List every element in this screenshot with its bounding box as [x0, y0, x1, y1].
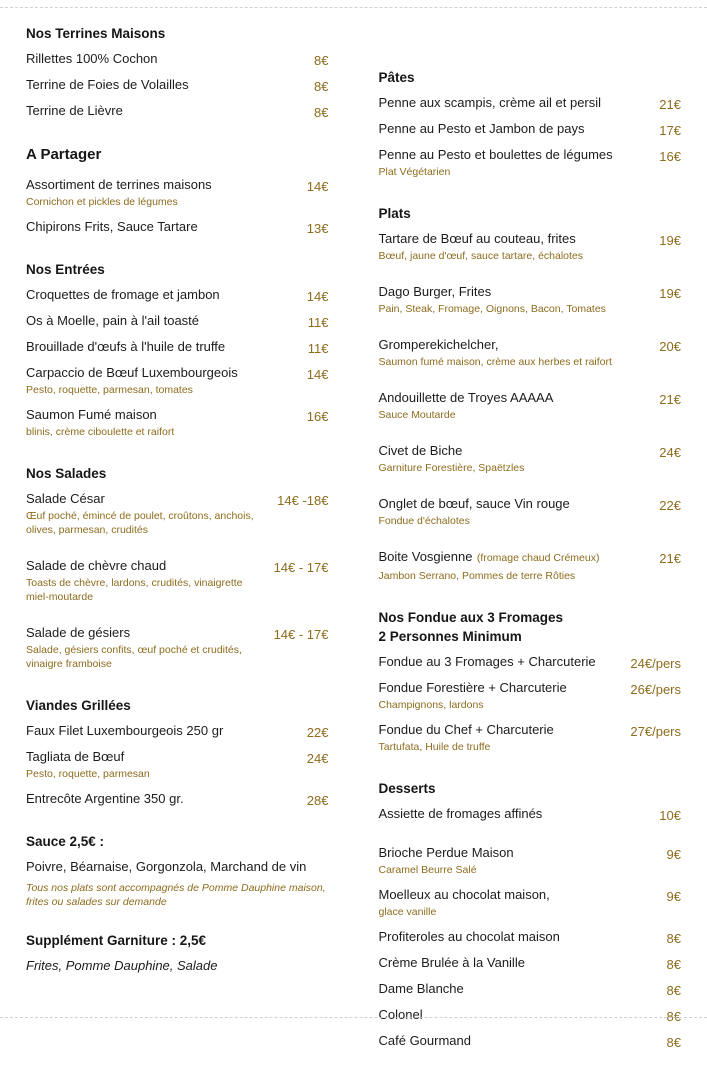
item-name: Chipirons Frits, Sauce Tartare [26, 219, 198, 234]
item-subtext: Tartufata, Huile de truffe [378, 741, 491, 753]
bottom-dashed-divider [0, 1017, 707, 1018]
menu-item-name-line [379, 804, 648, 823]
item-name: Tagliata de Bœuf [26, 749, 125, 764]
menu-item [379, 1005, 682, 1026]
item-name: Entrecôte Argentine 350 gr. [26, 791, 184, 806]
item-price: 22€ [659, 498, 681, 513]
menu-item-name-line [26, 175, 295, 194]
section-footnote: Tous nos plats sont accompagnés de Pomme Dauphine maison, frites ou salades sur demande [26, 882, 326, 908]
menu-item [379, 927, 682, 948]
item-subtext: Champignons, lardons [378, 699, 484, 711]
menu-item [379, 678, 682, 715]
menu-item-name-line [26, 217, 295, 236]
item-subtext: Pesto, roquette, parmesan, tomates [26, 384, 193, 396]
item-price: 8€ [666, 1009, 681, 1024]
item-subtext: Bœuf, jaune d'œuf, sauce tartare, échalotes [378, 250, 584, 262]
item-name: Moelleux au chocolat maison, [378, 887, 550, 902]
menu-item [379, 119, 682, 140]
menu-item-name-line [379, 388, 648, 407]
menu-item-main [26, 956, 329, 975]
menu-item [26, 311, 329, 332]
item-name: Café Gourmand [378, 1033, 471, 1048]
menu-item-name-line [379, 979, 655, 998]
menu-item [26, 721, 329, 742]
item-price: 10€ [659, 808, 681, 823]
item-subtext: Pain, Steak, Fromage, Oignons, Bacon, Tomates [378, 303, 606, 315]
menu-item-name-line [379, 843, 655, 862]
menu-item-main [379, 979, 667, 998]
item-name: Civet de Biche [378, 443, 463, 458]
item-subtext: Saumon fumé maison, crème aux herbes et raifort [378, 356, 612, 368]
menu-item-name-line [26, 956, 317, 975]
menu-item-name-line [26, 623, 262, 642]
menu-item [26, 337, 329, 358]
item-name: Saumon Fumé maison [26, 407, 157, 422]
item-price: 8€ [314, 79, 329, 94]
menu-item-name-line [26, 747, 295, 766]
menu-item-name-line [379, 119, 648, 138]
menu-item-name-line [379, 953, 655, 972]
item-name: Carpaccio de Bœuf Luxembourgeois [26, 365, 238, 380]
menu-item-main [379, 804, 660, 823]
item-subtext: Fondue d'échalotes [378, 515, 470, 527]
item-subtext: Jambon Serrano, Pommes de terre Rôties [378, 570, 576, 582]
menu-item-main [26, 747, 307, 784]
menu-item-name-line [379, 441, 648, 460]
item-price: 24€ [659, 445, 681, 460]
item-price: 8€ [666, 1035, 681, 1050]
item-price: 8€ [314, 53, 329, 68]
menu-item-main [26, 175, 307, 212]
item-price: 16€ [306, 409, 329, 424]
menu-item-main [379, 1031, 667, 1050]
item-price: 17€ [659, 123, 681, 138]
item-name: Gromperekichelcher, [378, 337, 499, 352]
section-title: Sauce 2,5€ : [26, 834, 105, 849]
menu-item-main [379, 441, 660, 478]
item-subtext: Plat Végétarien [378, 166, 451, 178]
menu-item-main [26, 789, 307, 808]
menu-item [26, 747, 329, 784]
item-price: 16€ [659, 149, 681, 164]
item-price: 19€ [659, 286, 681, 301]
item-price: 20€ [659, 339, 681, 354]
menu-item [26, 75, 329, 96]
menu-item [26, 285, 329, 306]
item-subtext: Cornichon et pickles de légumes [26, 196, 178, 208]
item-name: Brouillade d'œufs à l'huile de truffe [26, 339, 226, 354]
item-price: 14€ -18€ [277, 493, 329, 508]
item-name: Frites, Pomme Dauphine, Salade [26, 958, 218, 973]
item-name: Poivre, Béarnaise, Gorgonzola, Marchand de vin [26, 859, 307, 874]
item-price: 8€ [314, 105, 329, 120]
section-title: Nos Entrées [26, 262, 105, 277]
section-title: Nos Fondue aux 3 Fromages [378, 610, 564, 625]
item-price: 24€/pers [630, 656, 681, 671]
item-price: 19€ [659, 233, 681, 248]
menu-section [26, 26, 329, 122]
menu-item-main [26, 337, 308, 356]
menu-item-name-line [26, 489, 265, 508]
menu-item [26, 101, 329, 122]
menu-item [26, 49, 329, 70]
item-subtext: Garniture Forestière, Spaëtzles [378, 462, 525, 474]
menu-item [379, 804, 682, 825]
menu-item [379, 335, 682, 372]
menu-item-name-line [379, 678, 619, 697]
item-price: 24€ [306, 751, 329, 766]
item-name: Fondue du Chef + Charcuterie [378, 722, 554, 737]
menu-item [379, 720, 682, 757]
item-name: Brioche Perdue Maison [378, 845, 514, 860]
menu-item-main [379, 547, 660, 586]
menu-item [379, 979, 682, 1000]
menu-item-main [379, 335, 660, 372]
menu-item [26, 556, 329, 607]
menu-item-main [379, 1005, 667, 1024]
menu-item [26, 857, 329, 876]
menu-item [26, 175, 329, 212]
item-name: Fondue Forestière + Charcuterie [378, 680, 567, 695]
item-subtext: Salade, gésiers confits, œuf poché et crudités, vinaigre framboise [26, 644, 242, 670]
item-name: Andouillette de Troyes AAAAA [378, 390, 554, 405]
menu-item-name-line [26, 337, 296, 356]
section-title: Viandes Grillées [26, 698, 131, 713]
menu-item-main [26, 556, 274, 607]
section-title: Supplément Garniture : 2,5€ [26, 933, 207, 948]
item-name: Rillettes 100% Cochon [26, 51, 158, 66]
menu-item [379, 652, 682, 673]
menu-section [379, 610, 682, 757]
item-subtext: blinis, crème ciboulette et raifort [26, 426, 175, 438]
menu-item [379, 494, 682, 531]
menu-item-name-line [26, 556, 262, 575]
item-price: 8€ [666, 931, 681, 946]
item-price: 8€ [666, 983, 681, 998]
menu-item-main [26, 363, 307, 400]
item-price: 13€ [306, 221, 329, 236]
item-name: Os à Moelle, pain à l'ail toasté [26, 313, 200, 328]
menu-item-name-line [379, 494, 648, 513]
menu-item-main [26, 311, 308, 330]
menu-section [26, 698, 329, 810]
item-name: Fondue au 3 Fromages + Charcuterie [378, 654, 596, 669]
item-subtext: glace vanille [378, 906, 437, 918]
menu-item-main [379, 93, 660, 112]
menu-item [26, 363, 329, 400]
menu-section [379, 206, 682, 586]
menu-item [379, 441, 682, 478]
menu-item [379, 1031, 682, 1052]
item-price: 14€ - 17€ [273, 560, 329, 575]
menu-item-name-line [379, 547, 648, 568]
menu-item-name-line [379, 335, 648, 354]
menu-item [26, 623, 329, 674]
item-name: Croquettes de fromage et jambon [26, 287, 220, 302]
menu-item [379, 843, 682, 880]
menu-section [26, 262, 329, 442]
menu-item-name-line [379, 1031, 655, 1050]
section-title: Pâtes [378, 70, 415, 85]
menu-item-name-line [26, 75, 302, 94]
menu-item [379, 953, 682, 974]
item-price: 9€ [666, 889, 681, 904]
item-price: 26€/pers [630, 682, 681, 697]
menu-item-main [379, 678, 631, 715]
item-name: Faux Filet Luxembourgeois 250 gr [26, 723, 224, 738]
item-subtext: Pesto, roquette, parmesan [26, 768, 150, 780]
menu-item-name-line [26, 857, 317, 876]
menu-item-main [26, 623, 274, 674]
menu-item-name-line [26, 405, 295, 424]
item-price: 8€ [666, 957, 681, 972]
menu-item-main [379, 119, 660, 138]
item-name: Terrine de Lièvre [26, 103, 123, 118]
item-name: Dame Blanche [378, 981, 464, 996]
menu-section [26, 466, 329, 674]
item-name: Assortiment de terrines maisons [26, 177, 212, 192]
menu-item-main [379, 388, 660, 425]
menu-section [379, 781, 682, 1052]
menu-item [26, 489, 329, 540]
menu-item-main [26, 101, 314, 120]
menu-item-name-line [26, 285, 295, 304]
menu-item-main [379, 843, 667, 880]
menu-item-name-line [26, 311, 296, 330]
menu-item [26, 217, 329, 238]
item-price: 14€ [306, 179, 329, 194]
item-price: 14€ - 17€ [273, 627, 329, 642]
item-price: 27€/pers [630, 724, 681, 739]
item-name: Tartare de Bœuf au couteau, frites [378, 231, 576, 246]
top-dashed-divider [0, 7, 707, 8]
menu-item-main [26, 75, 314, 94]
item-subtext: Sauce Moutarde [378, 409, 456, 421]
menu-item-main [26, 489, 277, 540]
menu-column [26, 26, 329, 1076]
item-price: 11€ [307, 315, 329, 330]
section-title: Desserts [378, 781, 436, 796]
menu-item [379, 547, 682, 586]
menu-item-name-line [379, 720, 619, 739]
item-name: Penne au Pesto et Jambon de pays [378, 121, 585, 136]
item-name: Penne aux scampis, crème ail et persil [378, 95, 602, 110]
menu-item-main [26, 721, 307, 740]
menu-item [26, 956, 329, 975]
item-name: Onglet de bœuf, sauce Vin rouge [378, 496, 570, 511]
menu-item-main [26, 857, 329, 876]
menu-item-main [26, 285, 307, 304]
item-price: 28€ [306, 793, 329, 808]
section-title: Nos Salades [26, 466, 107, 481]
item-name: Colonel [378, 1007, 423, 1022]
menu-item [379, 282, 682, 319]
item-price: 21€ [659, 392, 681, 407]
menu-item [26, 789, 329, 810]
menu-item-name-line [379, 652, 619, 671]
menu-item-name-line [379, 282, 648, 301]
menu-item-name-line [379, 145, 648, 164]
item-name: Salade de chèvre chaud [26, 558, 167, 573]
item-price: 22€ [306, 725, 329, 740]
menu-item-name-line [379, 229, 648, 248]
menu-section [26, 146, 329, 238]
item-price: 14€ [306, 289, 329, 304]
menu-item-name-line [379, 927, 655, 946]
menu-item [379, 388, 682, 425]
item-price: 14€ [306, 367, 329, 382]
menu-item-main [26, 217, 307, 236]
item-subtext: Caramel Beurre Salé [378, 864, 477, 876]
section-title: Plats [378, 206, 411, 221]
menu-item-name-line [379, 885, 655, 904]
item-price: 9€ [666, 847, 681, 862]
menu-item-main [379, 229, 660, 266]
menu-item-name-line [26, 101, 302, 120]
item-name: Crème Brulée à la Vanille [378, 955, 525, 970]
item-name: Salade de gésiers [26, 625, 131, 640]
item-price: 21€ [659, 97, 681, 112]
section-title: A Partager [26, 146, 102, 163]
section-subtitle: 2 Personnes Minimum [378, 629, 522, 644]
menu-item [26, 405, 329, 442]
menu-item-name-line [26, 49, 302, 68]
menu-item-name-line [379, 1005, 655, 1024]
menu-item-name-line [379, 93, 648, 112]
item-name: Penne au Pesto et boulettes de légumes [378, 147, 613, 162]
menu-item-main [379, 885, 667, 922]
menu-item-main [26, 49, 314, 68]
menu-item [379, 93, 682, 114]
item-name: Salade César [26, 491, 105, 506]
item-name: Assiette de fromages affinés [378, 806, 543, 821]
menu-item-name-line [26, 363, 295, 382]
item-price: 11€ [307, 341, 329, 356]
menu-item-main [379, 652, 631, 671]
item-price: 21€ [659, 551, 681, 566]
item-name: Boite Vosgienne [378, 549, 473, 564]
menu-item [379, 229, 682, 266]
menu-item-main [379, 720, 631, 757]
menu-column [379, 70, 682, 1076]
item-name: Profiteroles au chocolat maison [378, 929, 560, 944]
menu-item-name-line [26, 789, 295, 808]
menu-section [379, 70, 682, 182]
item-subtext: Toasts de chèvre, lardons, crudités, vinaigrette miel-moutarde [26, 577, 243, 603]
section-title: Nos Terrines Maisons [26, 26, 166, 41]
menu-item [379, 145, 682, 182]
menu-section [26, 933, 329, 975]
menu-item-main [379, 494, 660, 531]
item-note: (fromage chaud Crémeux) [476, 552, 600, 564]
item-name: Dago Burger, Frites [378, 284, 492, 299]
item-subtext: Œuf poché, émincé de poulet, croûtons, anchois, olives, parmesan, crudités [26, 510, 254, 536]
menu-item-main [26, 405, 307, 442]
menu-item-main [379, 145, 660, 182]
menu-item-name-line [26, 721, 295, 740]
menu-item-main [379, 953, 667, 972]
item-name: Terrine de Foies de Volailles [26, 77, 189, 92]
menu-item [379, 885, 682, 922]
menu-item-main [379, 282, 660, 319]
menu-section [26, 834, 329, 909]
menu-item-main [379, 927, 667, 946]
